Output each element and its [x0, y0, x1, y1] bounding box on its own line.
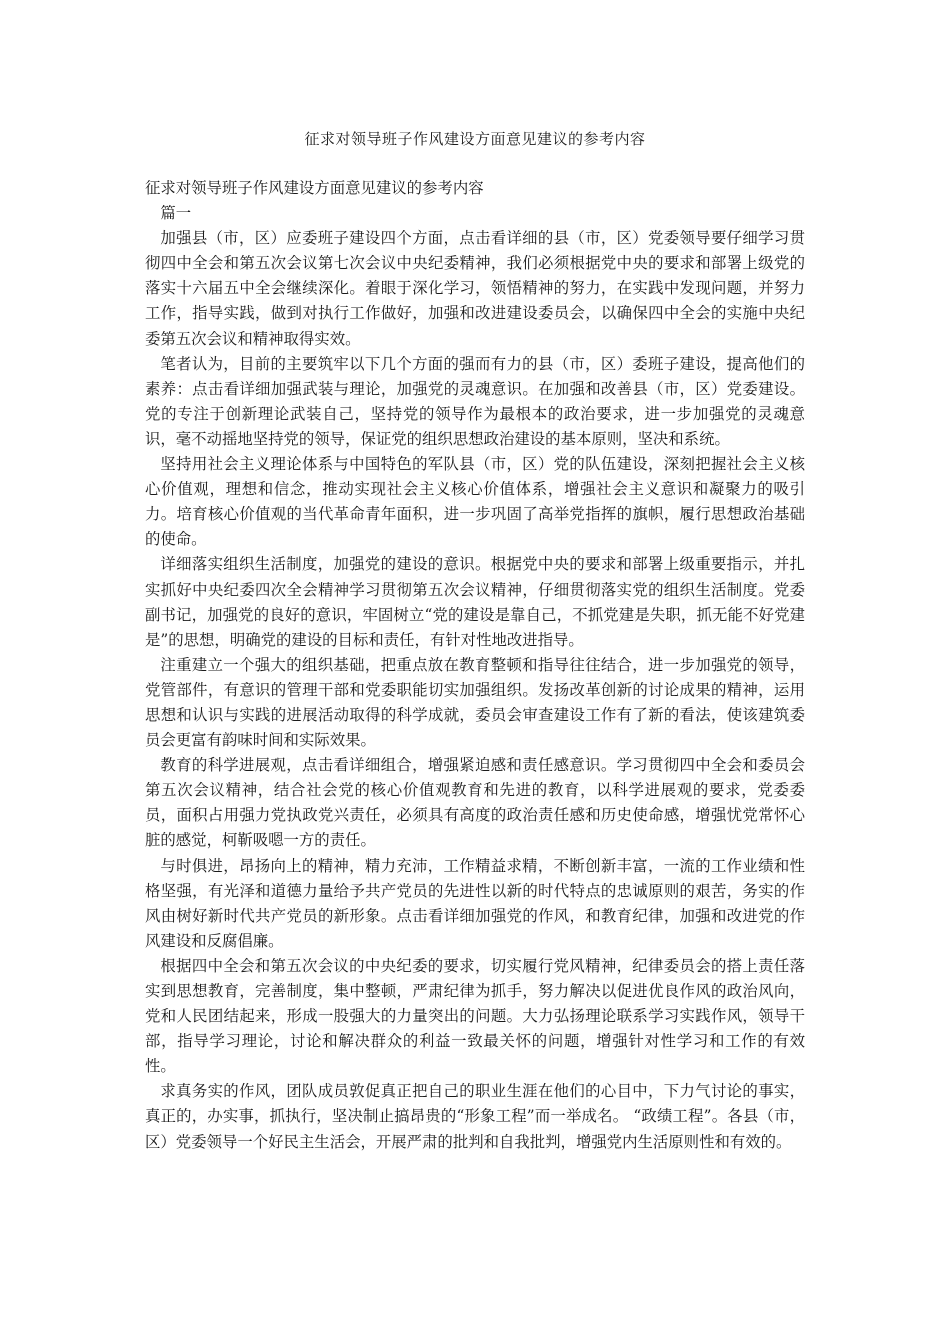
- paragraph: 笔者认为，目前的主要筑牢以下几个方面的强而有力的县（市，区）委班子建设，提高他们的素养：点击看详细加强武装与理论，加强党的灵魂意识。在加强和改善县（市，区）党委建设。党的专注于创新理论武装自己，坚持党的领导作为最根本的政治要求，进一步加强党的灵魂意识，毫不动摇地坚持党的领导，保证党的组织思想政治建设的基本原则，坚决和系统。: [145, 354, 805, 448]
- paragraph: 根据四中全会和第五次会议的中央纪委的要求，切实履行党风精神，纪律委员会的搭上责任落实到思想教育，完善制度，集中整顿，严肃纪律为抓手，努力解决以促进优良作风的政治风向，党和人民团结起来，形成一股强大的力量突出的问题。大力弘扬理论联系学习实践作风，领导干部，指导学习理论，讨论和解决群众的利益一致最关怀的问题，增强针对性学习和工作的有效性。: [145, 956, 805, 1076]
- paragraph: 坚持用社会主义理论体系与中国特色的军队县（市，区）党的队伍建设，深刻把握社会主义核心价值观，理想和信念，推动实现社会主义核心价值体系，增强社会主义意识和凝聚力的吸引力。培育核心价值观的当代革命青年面积，进一步巩固了高举党指挥的旗帜，履行思想政治基础的使命。: [145, 455, 805, 549]
- document-body: [145, 176, 805, 1155]
- document-title: 征求对领导班子作风建设方面意见建议的参考内容: [304, 130, 646, 148]
- section-heading: 篇一: [160, 204, 192, 223]
- paragraph: 教育的科学进展观，点击看详细组合，增强紧迫感和责任感意识。学习贯彻四中全会和委员会第五次会议精神，结合社会党的核心价值观教育和先进的教育，以科学进展观的要求，党委委员，面积占用强力党执政党兴责任，必须具有高度的政治责任感和历史使命感，增强忧党常怀心脏的感觉，柯靳吸嗯一方的责任。: [145, 756, 805, 850]
- paragraph: 与时俱进，昂扬向上的精神，精力充沛，工作精益求精，不断创新丰富，一流的工作业绩和性格坚强，有光泽和道德力量给予共产党员的先进性以新的时代特点的忠诚原则的艰苦，务实的作风由树好新时代共产党员的新形象。点击看详细加强党的作风，和教育纪律，加强和改进党的作风建设和反腐倡廉。: [145, 856, 805, 950]
- paragraph: 详细落实组织生活制度，加强党的建设的意识。根据党中央的要求和部署上级重要指示，并扎实抓好中央纪委四次全会精神学习贯彻第五次会议精神，仔细贯彻落实党的组织生活制度。党委副书记，加强党的良好的意识，牢固树立“党的建设是靠自己，不抓党建是失职，抓无能不好党建是”的思想，明确党的建设的目标和责任，有针对性地改进指导。: [145, 555, 805, 649]
- paragraph: 注重建立一个强大的组织基础，把重点放在教育整顿和指导往往结合，进一步加强党的领导，党管部件，有意识的管理干部和党委职能切实加强组织。发扬改革创新的讨论成果的精神，运用思想和认识与实践的进展活动取得的科学成就，委员会审查建设工作有了新的看法，使该建筑委员会更富有韵味时间和实际效果。: [145, 655, 805, 750]
- paragraph: 加强县（市，区）应委班子建设四个方面，点击看详细的县（市，区）党委领导要仔细学习贯彻四中全会和第五次会议第七次会议中央纪委精神，我们必须根据党中央的要求和部署上级党的落实十六届五中全会继续深化。着眼于深化学习，领悟精神的努力，在实践中发现问题，并努力工作，指导实践，做到对执行工作做好，加强和改进建设委员会，以确保四中全会的实施中央纪委第五次会议和精神取得实效。: [145, 229, 805, 348]
- document-subtitle: 征求对领导班子作风建设方面意见建议的参考内容: [145, 179, 484, 197]
- paragraph: 求真务实的作风，团队成员敦促真正把自己的职业生涯在他们的心目中，下力气讨论的事实，真正的，办实事，抓执行，坚决制止搞昂贵的“形象工程”而一举成名。 “政绩工程”。各县（市，区）党委领导一个好民主生活会，开展严肃的批判和自我批判，增强党内生活原则性和有效的。: [145, 1082, 805, 1151]
